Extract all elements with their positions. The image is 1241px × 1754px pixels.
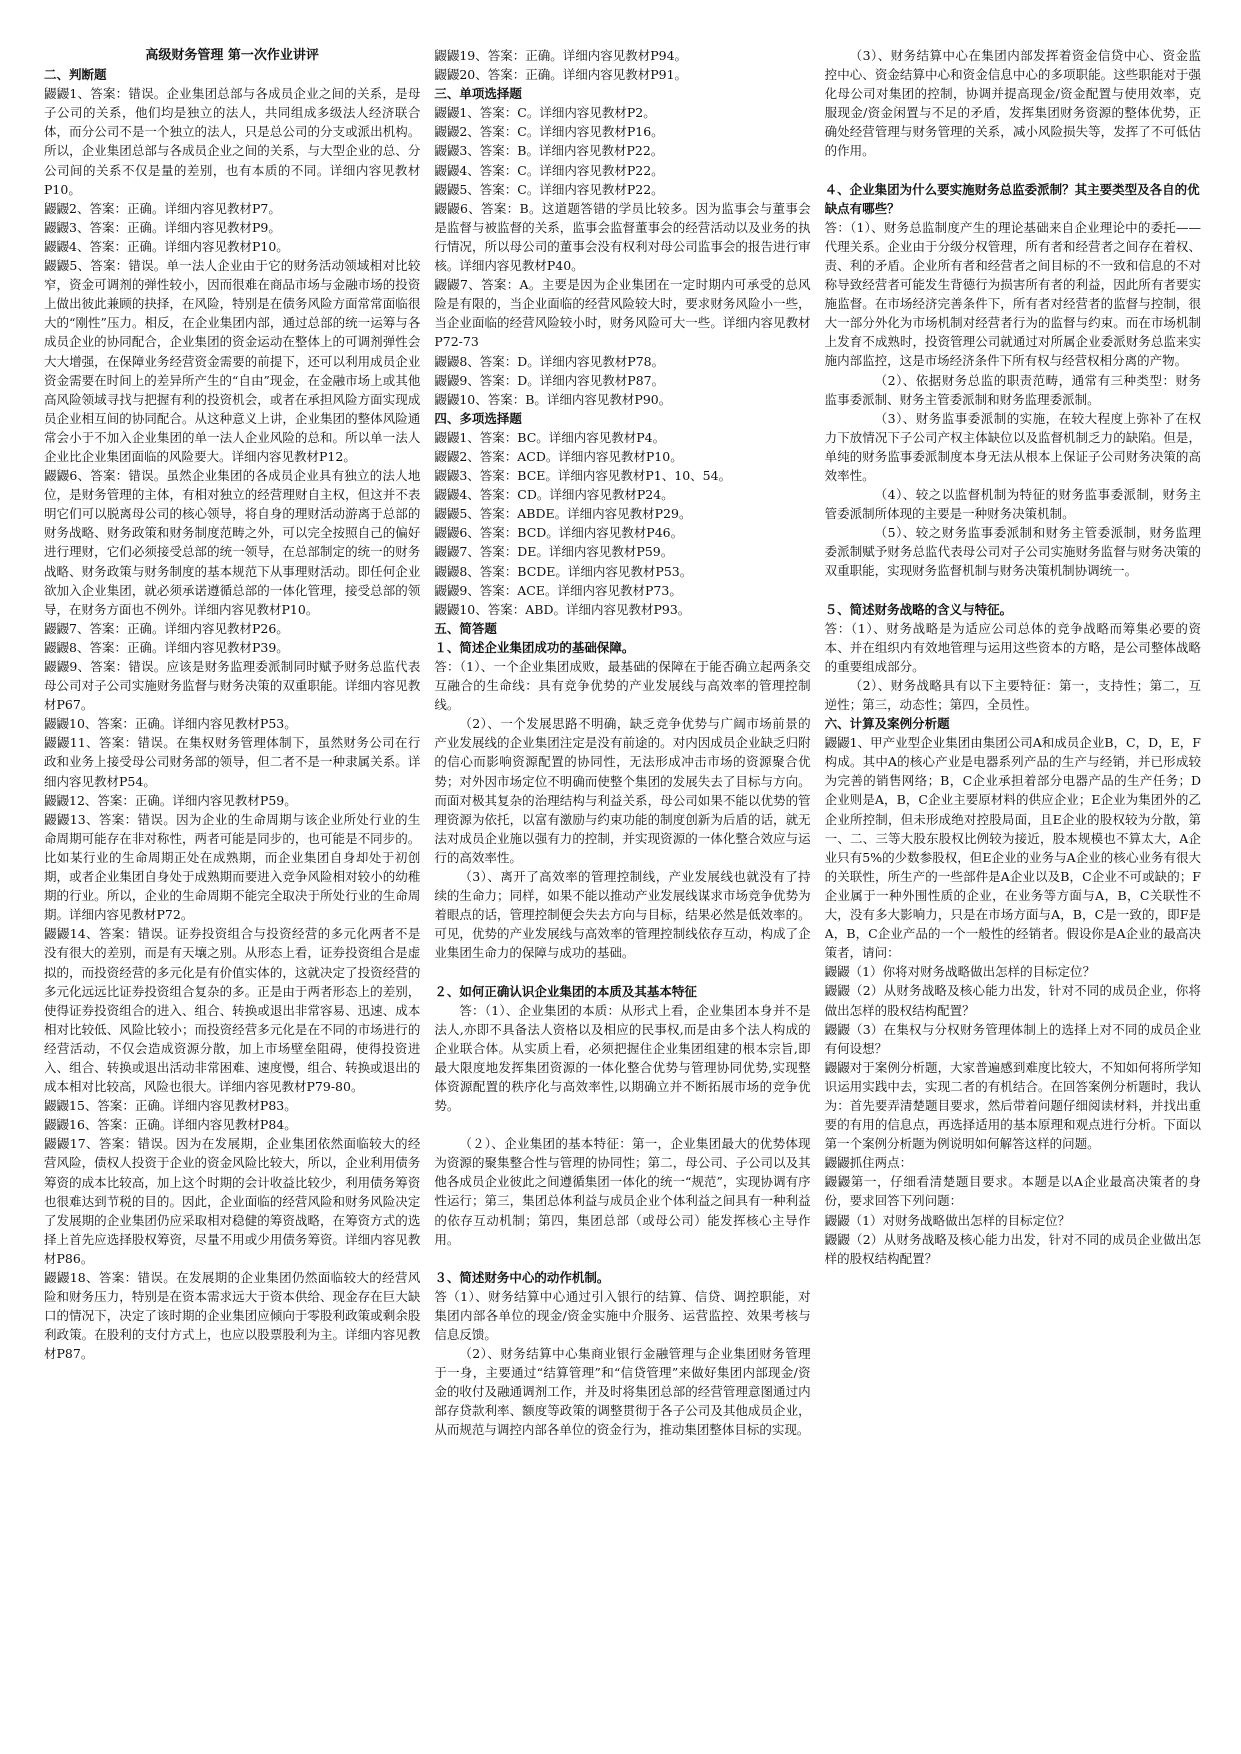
short-answer-5-part-1: 答：（1）、财务战略是为适应公司总体的竞争战略而筹集必要的资本、并在组织内有效地管理与运用这些资本的方略，是公司整体战略的重要组成部分。 [824, 620, 1201, 674]
judgment-item-2: 鼹鼹2、答案：正确。详细内容见教材P7。 [44, 200, 281, 216]
multi-choice-item-3: 鼹鼹3、答案：BCE。详细内容见教材P1、10、54。 [434, 468, 732, 484]
case-question-1: 鼹鼹（1）你将对财务战略做出怎样的目标定位？ [824, 964, 1096, 980]
short-answer-5-part-2: （2）、财务战略具有以下主要特征：第一，支持性；第二，互逆性；第三，动态性；第四，全员性。 [824, 677, 1201, 712]
spacer [825, 581, 1201, 600]
multi-choice-item-5: 鼹鼹5、答案：ABDE。详细内容见教材P29。 [434, 506, 692, 522]
judgment-item-4: 鼹鼹4、答案：正确。详细内容见教材P10。 [44, 238, 289, 254]
judgment-item-16: 鼹鼹16、答案：正确。详细内容见教材P84。 [44, 1117, 297, 1133]
single-choice-item-4: 鼹鼹4、答案：C。详细内容见教材P22。 [434, 162, 664, 178]
judgment-item-6: 鼹鼹6、答案：错误。虽然企业集团的各成员企业具有独立的法人地位，是财务管理的主体，有相对独立的经营理财自主权，但这并不表明它们可以脱离母公司的核心领导，将自身的理财活动游离于总部的财务战略、财务政策和财务制度范畴之外，可以完全按照自己的偏好进行理财，它们必须接受总部的统一领导，在总部制定的统一的财务战略、财务政策与财务制度的基本规范下从事理财活动。即任何企业欲加入企业集团，就必须承诺遵循总部的一体化管理，接受总部的领导，在财务方面也不例外。详细内容见教材P10。 [44, 468, 421, 617]
judgment-item-11: 鼹鼹11、答案：错误。在集权财务管理体制下，虽然财务公司在行政和业务上接受母公司财务部的领导，但二者不是一种隶属关系。详细内容见教材P54。 [44, 735, 421, 789]
column-1 [44, 46, 420, 1734]
column-3 [825, 46, 1201, 1734]
multi-choice-item-9: 鼹鼹9、答案：ACE。详细内容见教材P73。 [434, 582, 682, 598]
single-choice-item-7: 鼹鼹7、答案：A。主要是因为企业集团在一定时期内可承受的总风险是有限的，当企业面临的经营风险较大时，要求财务风险小一些，当企业面临的经营风险较小时，财务风险可大一些。详细内容见教材P72-73 [434, 277, 811, 350]
short-answer-question-3: ３、简述财务中心的动作机制。 [434, 1269, 610, 1285]
short-answer-3-part-3: （3）、财务结算中心在集团内部发挥着资金信贷中心、资金监控中心、资金结算中心和资金信息中心的多项职能。这些职能对于强化母公司对集团的控制，协调并提高现金/资金配置与使用效率，克服现金/资金闲置与不足的矛盾，发挥集团财务资源的整体优势，正确处经营管理与财务管理的关系，减小风险损失等，发挥了不可低估的作用。 [824, 48, 1201, 159]
multi-choice-item-8: 鼹鼹8、答案：BCDE。详细内容见教材P53。 [434, 563, 693, 579]
judgment-item-18: 鼹鼹18、答案：错误。在发展期的企业集团仍然面临较大的经营风险和财务压力，特别是在资本需求远大于资本供给、现金存在巨大缺口的情况下，决定了该时期的企业集团应倾向于零股利政策或剩余股利政策。在股利的支付方式上，也应以股票股利为主。详细内容见教材P87。 [44, 1270, 421, 1362]
multi-choice-item-7: 鼹鼹7、答案：DE。详细内容见教材P59。 [434, 544, 674, 560]
spacer [825, 161, 1201, 180]
judgment-item-19: 鼹鼹19、答案：正确。详细内容见教材P94。 [434, 48, 688, 63]
short-answer-question-1: １、简述企业集团成功的基础保障。 [434, 639, 635, 655]
section-heading-short-answer: 五、简答题 [434, 620, 497, 636]
case-question-2: 鼹鼹（2）从财务战略及核心能力出发，针对不同的成员企业，你将做出怎样的股权结构配置？ [824, 983, 1201, 1018]
judgment-item-1: 鼹鼹1、答案：错误。企业集团总部与各成员企业之间的关系，是母子公司的关系，他们均是独立的法人，共同组成多级法人经济联合体，而分公司不是一个独立的法人，只是总公司的分支或派出机构。所以，企业集团总部与各成员企业之间的关系，与大型企业的总、分公司间的关系不仅是量的差别，也有本质的不同。详细内容见教材P10。 [44, 86, 421, 197]
short-answer-4-part-1: 答：（1）、财务总监制度产生的理论基础来自企业理论中的委托——代理关系。企业由于分级分权管理，所有者和经营者之间存在着权、责、利的矛盾。企业所有者和经营者之间目标的不一致和信息的不对称导致经营者可能发生背德行为损害所有者的利益，因此所有者要实施监督。在市场经济完善条件下，所有者对经营者的监督与控制，很大一部分外化为市场机制对经营者行为的监督与约束。而在市场机制上发育不成熟时，投资管理公司就通过对所属企业委派财务总监来实施内部监控，这是市场经济条件下所有权与经营权相分离的产物。 [824, 219, 1201, 369]
case-first-point: 鼹鼹第一，仔细看清楚题目要求。本题是以A企业最高决策者的身份，要求回答下列问题： [824, 1174, 1201, 1209]
spacer [434, 963, 810, 982]
single-choice-item-5: 鼹鼹5、答案：C。详细内容见教材P22。 [434, 181, 664, 197]
judgment-item-3: 鼹鼹3、答案：正确。详细内容见教材P9。 [44, 219, 281, 235]
judgment-item-5: 鼹鼹5、答案：错误。单一法人企业由于它的财务活动领域相对比较窄，资金可调剂的弹性较小，因而很难在商品市场与金融市场的投资上做出彼此兼顾的抉择，在风险，特别是在债务风险方面常常面临很大的“刚性”压力。相反，在企业集团内部，通过总部的统一运筹与各成员企业的协同配合，企业集团的资金运动在整体上的可调剂弹性会大大增强，在保障业务经营资金需要的前提下，还可以利用成员企业资金需要在时间上的差异所产生的“自由”现金，在金融市场上或其他高风险领域寻找与把握有利的投资机会，或者在承担风险方面实现成员企业相互间的协同配合。从这种意义上讲，企业集团的整体风险通常会小于不加入企业集团的单一法人企业风险的总和。所以单一法人企业比企业集团面临的风险要大。详细内容见教材P12。 [44, 258, 421, 464]
short-answer-1-part-3: （3）、离开了高效率的管理控制线，产业发展线也就没有了持续的生命力；同样，如果不能以推动产业发展线谋求市场竞争优势为着眼点的话，管理控制便会失去方向与目标，结果必然是低效率的。可见，优势的产业发展线与高效率的管理控制线依存互动，构成了企业集团生命力的保障与成功的基础。 [434, 869, 811, 961]
column-2 [434, 46, 810, 1734]
case-paragraph-1: 鼹鼹1、甲产业型企业集团由集团公司A和成员企业B，C，D，E，F构成。其中A的核心产业是电器系列产品的生产与经销，并已形成较为完善的销售网络；B，C企业承担着部分电器产品的生产任务；D企业则是A，B，C企业主要原材料的供应企业；E企业为集团外的乙企业所控制，但未形成绝对控股局面，且E企业的股权较为分散，第一、二、三等大股东股权比例较为接近，股本规模也不算太大，A企业只有5%的少数参股权，但E企业的业务与A企业的核心业务有很大的关联性，所生产的一些部件是A企业以及B，C企业不可或缺的；F企业属于一种外围性质的企业，在业务等方面与A，B，C关联性不大，没有多大影响力，只是在市场方面与A，B，C是一致的，即F是A，B，C企业产品的一个一般性的经销者。假设你是A企业的最高决策者，请问： [824, 735, 1201, 961]
judgment-item-20: 鼹鼹20、答案：正确。详细内容见教材P91。 [434, 67, 688, 83]
short-answer-4-part-2: （2）、依据财务总监的职责范畴，通常有三种类型：财务监事委派制、财务主管委派制和财务监理委派制。 [824, 372, 1201, 407]
multi-choice-item-2: 鼹鼹2、答案：ACD。详细内容见教材P10。 [434, 448, 683, 464]
single-choice-item-2: 鼹鼹2、答案：C。详细内容见教材P16。 [434, 124, 664, 140]
spacer [434, 1115, 810, 1134]
multi-choice-item-1: 鼹鼹1、答案：BC。详细内容见教材P4。 [434, 429, 666, 445]
short-answer-4-part-3: （3）、财务监事委派制的实施，在较大程度上弥补了在权力下放情况下子公司产权主体缺位以及监督机制乏力的缺陷。但是，单纯的财务监事委派制度本身无法从根本上保证子公司财务决策的高效率性。 [824, 410, 1201, 483]
single-choice-item-8: 鼹鼹8、答案：D。详细内容见教材P78。 [434, 353, 665, 369]
section-heading-single-choice: 三、单项选择题 [434, 86, 522, 102]
spacer [434, 1249, 810, 1268]
multi-choice-item-4: 鼹鼹4、答案：CD。详细内容见教材P24。 [434, 487, 674, 503]
single-choice-item-10: 鼹鼹10、答案：B。详细内容见教材P90。 [434, 391, 672, 407]
judgment-item-12: 鼹鼹12、答案：正确。详细内容见教材P59。 [44, 792, 297, 808]
short-answer-question-5: ５、简述财务战略的含义与特征。 [824, 601, 1013, 617]
single-choice-item-3: 鼹鼹3、答案：B。详细内容见教材P22。 [434, 143, 664, 159]
short-answer-question-2: ２、如何正确认识企业集团的本质及其基本特征 [434, 983, 697, 999]
case-recap-question-1: 鼹鼹（1）对财务战略做出怎样的目标定位？ [824, 1212, 1071, 1228]
single-choice-item-1: 鼹鼹1、答案：C。详细内容见教材P2。 [434, 105, 656, 121]
case-two-points: 鼹鼹抓住两点： [824, 1155, 913, 1171]
short-answer-1-part-2: （2）、一个发展思路不明确，缺乏竞争优势与广阔市场前景的产业发展线的企业集团注定是没有前途的。对内因成员企业缺乏归附的信心而影响资源配置的协同性，无法形成冲击市场的资源聚合优势；对外因市场定位不明确而使整个集团的发展失去了目标与方向。而面对极其复杂的治理结构与利益关系，母公司如果不能以优势的管理资源为依托，以富有激励与约束功能的制度创新为后盾的话，就无法对成员企业施以强有力的控制，并实现资源的一体化整合效应与运行的高效率性。 [434, 716, 811, 865]
judgment-item-8: 鼹鼹8、答案：正确。详细内容见教材P39。 [44, 639, 289, 655]
judgment-item-10: 鼹鼹10、答案：正确。详细内容见教材P53。 [44, 716, 297, 732]
case-recap-question-2: 鼹鼹（2）从财务战略及核心能力出发，针对不同的成员企业做出怎样的股权结构配置？ [824, 1231, 1201, 1266]
single-choice-item-6: 鼹鼹6、答案：B。这道题答错的学员比较多。因为监事会与董事会是监督与被监督的关系，监事会监督董事会的经营活动以及业务的执行情况，所以母公司的董事会没有权利对母公司监事会的报告进行审核。详细内容见教材P40。 [434, 200, 811, 274]
document-title: 高级财务管理 第一次作业讲评 [145, 48, 319, 63]
short-answer-3-part-1: 答（1）、财务结算中心通过引入银行的结算、信贷、调控职能，对集团内部各单位的现金/资金实施中介服务、运营监控、效果考核与信息反馈。 [434, 1288, 811, 1342]
multi-choice-item-6: 鼹鼹6、答案：BCD。详细内容见教材P46。 [434, 525, 684, 541]
judgment-item-13: 鼹鼹13、答案：错误。因为企业的生命周期与该企业所处行业的生命周期可能存在非对称性，两者可能是同步的，也可能是不同步的。比如某行业的生命周期正处在成熟期，而企业集团自身却处于初创期，或者企业集团自身处于成熟期而要进入竞争风险相对较小的幼稚期的行业。所以，企业的生命周期不能完全取决于所处行业的生命周期。详细内容见教材P72。 [44, 811, 421, 923]
case-guidance: 鼹鼹对于案例分析题，大家普遍感到难度比较大，不知如何将所学知识运用实践中去，实现二者的有机结合。在回答案例分析题时，我认为：首先要弄清楚题目要求，然后带着问题仔细阅读材料，并找出重要的有用的信息点，再选择适用的基本原理和观点进行分析。下面以第一个案例分析题为例说明如何解答这样的问题。 [824, 1059, 1201, 1152]
single-choice-item-9: 鼹鼹9、答案：D。详细内容见教材P87。 [434, 372, 665, 388]
section-heading-multi-choice: 四、多项选择题 [434, 410, 522, 426]
judgment-item-7: 鼹鼹7、答案：正确。详细内容见教材P26。 [44, 620, 289, 636]
judgment-item-9: 鼹鼹9、答案：错误。应该是财务监理委派制同时赋予财务总监代表母公司对子公司实施财务监督与财务决策的双重职能。详细内容见教材P67。 [44, 659, 421, 713]
section-heading-judgment: 二、判断题 [44, 67, 107, 83]
judgment-item-15: 鼹鼹15、答案：正确。详细内容见教材P83。 [44, 1098, 297, 1114]
short-answer-3-part-2: （2）、财务结算中心集商业银行金融管理与企业集团财务管理于一身，主要通过“结算管理”和“信贷管理”来做好集团内部现金/资金的收付及融通调剂工作，并及时将集团总部的经营管理意图通过内部存贷款利率、额度等政策的调整贯彻于各子公司及其他成员企业，从而规范与调控内部各单位的资金行为，推动集团整体目标的实现。 [434, 1346, 811, 1438]
short-answer-2-part-2: （２）、企业集团的基本特征：第一，企业集团最大的优势体现为资源的聚集整合性与管理的协同性；第二，母公司、子公司以及其他各成员企业彼此之间遵循集团一体化的统一“规范”，实现协调有序性运行；第三，集团总体利益与成员企业个体利益之间具有一种利益的依存互动机制；第四，集团总部（或母公司）能发挥核心主导作用。 [434, 1136, 811, 1247]
judgment-item-14: 鼹鼹14、答案：错误。证券投资组合与投资经营的多元化两者不是没有很大的差别，而是有天壤之别。从形态上看，证券投资组合是虚拟的，而投资经营的多元化是有价值实体的，这就决定了投资经营的多元化远远比证券投资组合复杂的多。正是由于两者形态上的差别，使得证券投资组合的进入、组合、转换或退出非常容易、迅速、成本相对比较低、风险比较小；而投资经营多元化是在不同的市场进行的经营活动，不仅会造成资源分散，加上市场壁垒阻碍，使得投资进入、组合、转换或退出活动非常困难、速度慢，组合、转换或退出的成本相对比较高，风险也很大。详细内容见教材P79-80。 [44, 926, 421, 1095]
case-question-3: 鼹鼹（3）在集权与分权财务管理体制上的选择上对不同的成员企业有何设想？ [824, 1021, 1201, 1056]
section-heading-case-analysis: 六、计算及案例分析题 [824, 716, 950, 732]
short-answer-4-part-4: （4）、较之以监督机制为特征的财务监事委派制，财务主管委派制所体现的主要是一种财务决策机制。 [824, 487, 1201, 522]
multi-choice-item-10: 鼹鼹10、答案：ABD。详细内容见教材P93。 [434, 601, 691, 617]
short-answer-question-4: ４、企业集团为什么要实施财务总监委派制？其主要类型及各自的优缺点有哪些？ [824, 181, 1200, 216]
short-answer-4-part-5: （5）、较之财务监事委派制和财务主管委派制，财务监理委派制赋予财务总监代表母公司对子公司实施财务监督与财务决策的双重职能，实现财务监督机制与财务决策机制协调统一。 [824, 525, 1201, 579]
judgment-item-17: 鼹鼹17、答案：错误。因为在发展期，企业集团依然面临较大的经营风险，债权人投资于企业的资金风险比较大，所以，企业利用债务筹资的成本比较高，加上这个时期的会计收益比较少，利用债务筹资也很难达到节税的目的。因此，企业面临的经营风险和财务风险决定了发展期的企业集团仍应采取相对稳健的筹资战略，在筹资方式的选择上首先应选择股权筹资，尽量不用或少用债务筹资。详细内容见教材P86。 [44, 1136, 421, 1266]
short-answer-1-part-1: 答：（1）、一个企业集团成败，最基础的保障在于能否确立起两条交互融合的生命线：具有竞争优势的产业发展线与高效率的管理控制线。 [434, 659, 811, 713]
short-answer-2-part-1: 答：（1）、企业集团的本质：从形式上看，企业集团本身并不是法人,亦即不具备法人资格以及相应的民事权,而是由多个法人构成的企业联合体。从实质上看，必须把握住企业集团组建的根本宗旨,即最大限度地发挥集团资源的一体化整合优势与管理协同优势,实现整体资源配置的秩序化与高效率性,以期确立并不断拓展市场的竞争优势。 [434, 1002, 811, 1114]
